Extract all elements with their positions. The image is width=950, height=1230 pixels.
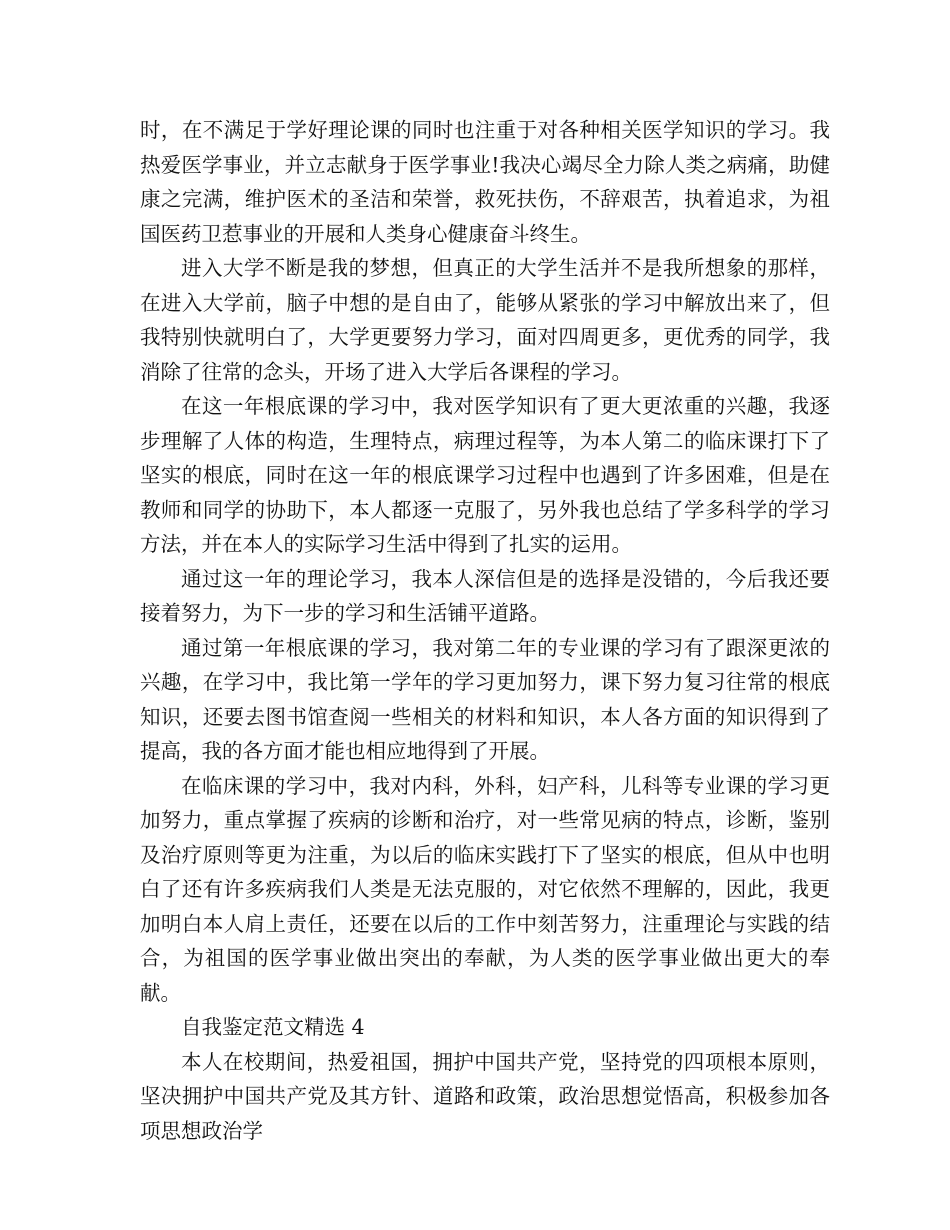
paragraph-continuation: 时，在不满足于学好理论课的同时也注重于对各种相关医学知识的学习。我热爱医学事业，并立志献身于医学事业!我决心竭尽全力除人类之病痛，助健康之完满，维护医术的圣洁和荣誉，救死扶伤，不辞艰苦，执着追求，为祖国医药卫惹事业的开展和人类身心健康奋斗终生。 [140,118,830,246]
paragraph-theory-study: 通过这一年的理论学习，我本人深信但是的选择是没错的，今后我还要接着努力，为下一步的学习和生活铺平道路。 [140,566,830,625]
paragraph-professional-courses: 通过第一年根底课的学习，我对第二年的专业课的学习有了跟深更浓的兴趣，在学习中，我比第一学年的学习更加努力，课下努力复习往常的根底知识，还要去图书馆查阅一些相关的材料和知识，本人各方面的知识得到了提高，我的各方面才能也相应地得到了开展。 [140,635,830,763]
document-body [140,113,830,1148]
paragraph-university-dream: 进入大学不断是我的梦想，但真正的大学生活并不是我所想象的那样，在进入大学前，脑子中想的是自由了，能够从紧张的学习中解放出来了，但我特别快就明白了，大学更要努力学习，面对四周更多，更优秀的同学，我消除了往常的念头，开场了进入大学后各课程的学习。 [140,256,830,384]
paragraph-basic-courses: 在这一年根底课的学习中，我对医学知识有了更大更浓重的兴趣，我逐步理解了人体的构造，生理特点，病理过程等，为本人第二的临床课打下了坚实的根底，同时在这一年的根底课学习过程中也遇到了许多困难，但是在教师和同学的协助下，本人都逐一克服了，另外我也总结了学多科学的学习方法，并在本人的实际学习生活中得到了扎实的运用。 [140,394,830,556]
paragraph-clinical-courses: 在临床课的学习中，我对内科，外科，妇产科，儿科等专业课的学习更加努力，重点掌握了疾病的诊断和治疗，对一些常见病的特点，诊断，鉴别及治疗原则等更为注重，为以后的临床实践打下了坚实的根底，但从中也明白了还有许多疾病我们人类是无法克服的，对它依然不理解的，因此，我更加明白本人肩上责任，还要在以后的工作中刻苦努力，注重理论与实践的结合，为祖国的医学事业做出突出的奉献，为人类的医学事业做出更大的奉献。 [140,773,830,1005]
section-heading: 自我鉴定范文精选 4 [181,1015,365,1039]
paragraph-political-thought: 本人在校期间，热爱祖国，拥护中国共产党，坚持党的四项根本原则，坚决拥护中国共产党及其方针、道路和政策，政治思想觉悟高，积极参加各项思想政治学 [140,1049,830,1143]
